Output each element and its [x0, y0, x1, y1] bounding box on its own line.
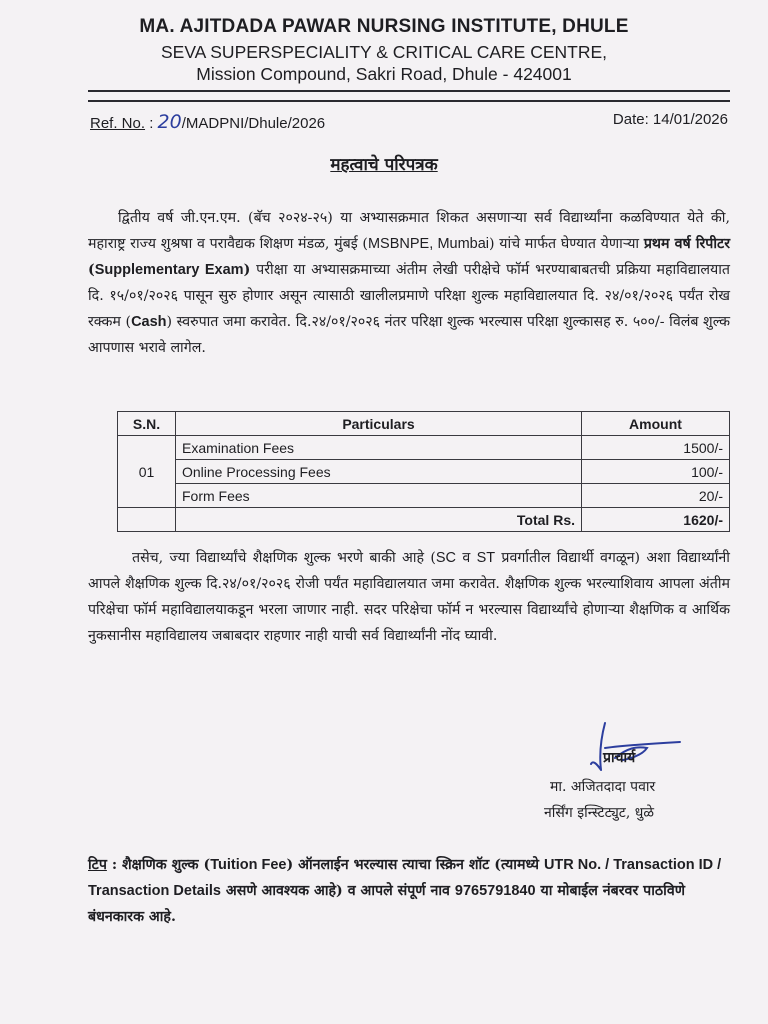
para2-sc: SC [435, 550, 457, 566]
particular-cell: Form Fees [176, 484, 582, 508]
institute-name: MA. AJITDADA PAWAR NURSING INSTITUTE, DHULE [139, 16, 629, 37]
para1-text-1: द्वितीय वर्ष जी.एन.एम. (बॅच २०२४-२५) या अभ्यासक्रमात शिकत असणाऱ्या सर्व विद्यार्थ्यांना कळविण्यात येते की, महाराष्ट्र राज्य शुश्रषा व परावैद्यक शिक्षण मंडळ, मुंबई ( [88, 210, 730, 252]
note-text-1: : शैक्षणिक शुल्क ( [106, 857, 211, 873]
para1-cash: Cash [131, 314, 167, 330]
para1-text-3: परीक्षा या अभ्यासक्रमाच्या अंतीम लेखी परीक्षेचे फॉर्म भरण्याबाबतची प्रक्रिया महाविद्यालयात दि. १५/०१/२०२६ पासून सुरु होणार असून त्यासाठी खालीलप्रमाणे परिक्षा शुल्क महाविद्यालयात दि. २४/०१/२०२६ पर्यंत रोख रक्कम ( [88, 262, 730, 330]
note-text-3: असणे आवश्यक आहे) व आपले संपूर्ण नाव [220, 883, 455, 899]
table-row [118, 484, 730, 508]
signature-title: प्राचार्य [603, 750, 636, 766]
para1-text-2: ) यांचे मार्फत घेण्यात येणाऱ्या [489, 236, 644, 252]
particular-cell: Examination Fees [176, 436, 582, 460]
header-divider [88, 90, 730, 102]
fees-table [117, 411, 730, 532]
ref-separator: : [145, 115, 158, 132]
table-header-row [118, 412, 730, 436]
note-text-4: या मोबाईल नंबरवर पाठविणे बंधनकारक आहे. [88, 883, 685, 925]
table-row [118, 460, 730, 484]
ref-label: Ref. No. [90, 115, 146, 132]
note-transaction-details: UTR No. / Transaction ID / Transaction Details [88, 857, 722, 899]
date-label: Date: [612, 111, 649, 128]
date-field [613, 111, 728, 128]
col-header-particulars: Particulars [176, 412, 582, 436]
note-text-2: ) ऑनलाईन भरल्यास त्याचा स्क्रिन शॉट (त्यामध्ये [286, 857, 544, 873]
note-mobile-number: 9765791840 [454, 883, 536, 899]
para2-text-2: प्रवर्गातील विद्यार्थी वगळून) अशा विद्यार्थ्यांनी आपले शैक्षणिक शुल्क दि.२४/०१/२०२६ रोजी पर्यंत महाविद्यालयात जमा करावेत. शैक्षणिक शुल्क भरल्याशिवाय आपला अंतीम परिक्षेचा फॉर्म महाविद्यालयाकडून भरला जाणार नाही. सदर परिक्षेचा फॉर्म न भरल्यास विद्यार्थ्यांचे होणाऱ्या शैक्षणिक व आर्थिक नुकसानीस महाविद्यालय जबाबदार राहणार नाही याची सर्व विद्यार्थ्यांनी नोंद घ्यावी. [88, 550, 730, 644]
centre-name: SEVA SUPERSPECIALITY & CRITICAL CARE CENTRE, [160, 42, 608, 62]
reference-line [90, 111, 728, 133]
amount-cell: 20/- [582, 484, 730, 508]
ref-number-handwritten: 20 [157, 111, 182, 133]
para1-text-4: ) स्वरुपात जमा करावेत. दि.२४/०१/२०२६ नंतर परिक्षा शुल्क भरल्यास परिक्षा शुल्कासह रु. ५००/- विलंब शुल्क आपणास भरावे लागेल. [88, 314, 730, 356]
footnote [88, 852, 730, 930]
col-header-sn: S.N. [118, 412, 176, 436]
signature-line-1: मा. अजितदादा पवार [550, 779, 656, 795]
signature-line-2: नर्सिंग इन्स्टिट्युट, धुळे [544, 805, 655, 821]
para2-text-1: तसेच, ज्या विद्यार्थ्यांचे शैक्षणिक शुल्क भरणे बाकी आहे ( [132, 550, 436, 566]
note-label: टिप [88, 857, 107, 873]
table-total-row [118, 508, 730, 532]
table-row [118, 436, 730, 460]
amount-cell: 1500/- [582, 436, 730, 460]
serial-number-cell: 01 [118, 436, 176, 508]
amount-cell: 100/- [582, 460, 730, 484]
para1-board-abbrev: MSBNPE, Mumbai [367, 236, 490, 252]
para2-st: ST [476, 550, 496, 566]
col-header-amount: Amount [582, 412, 730, 436]
particular-cell: Online Processing Fees [176, 460, 582, 484]
paragraph-tuition-notice [88, 545, 730, 649]
para1-repeater-label: प्रथम वर्ष रिपीटर ( [88, 236, 730, 278]
para1-close-paren: ) [243, 262, 251, 278]
institute-address: Mission Compound, Sakri Road, Dhule - 424001 [196, 64, 572, 84]
paragraph-exam-notice [88, 205, 730, 361]
ref-suffix: /MADPNI/Dhule/2026 [181, 115, 326, 132]
date-value: 14/01/2026 [652, 111, 728, 128]
note-tuition-fee: Tuition Fee [210, 857, 287, 873]
para1-supplementary-exam: Supplementary Exam [94, 262, 244, 278]
total-label-cell: Total Rs. [176, 508, 582, 532]
empty-cell [118, 508, 176, 532]
total-amount-cell: 1620/- [582, 508, 730, 532]
para2-and: व [456, 550, 477, 566]
circular-title: महत्वाचे परिपत्रक [330, 155, 438, 175]
